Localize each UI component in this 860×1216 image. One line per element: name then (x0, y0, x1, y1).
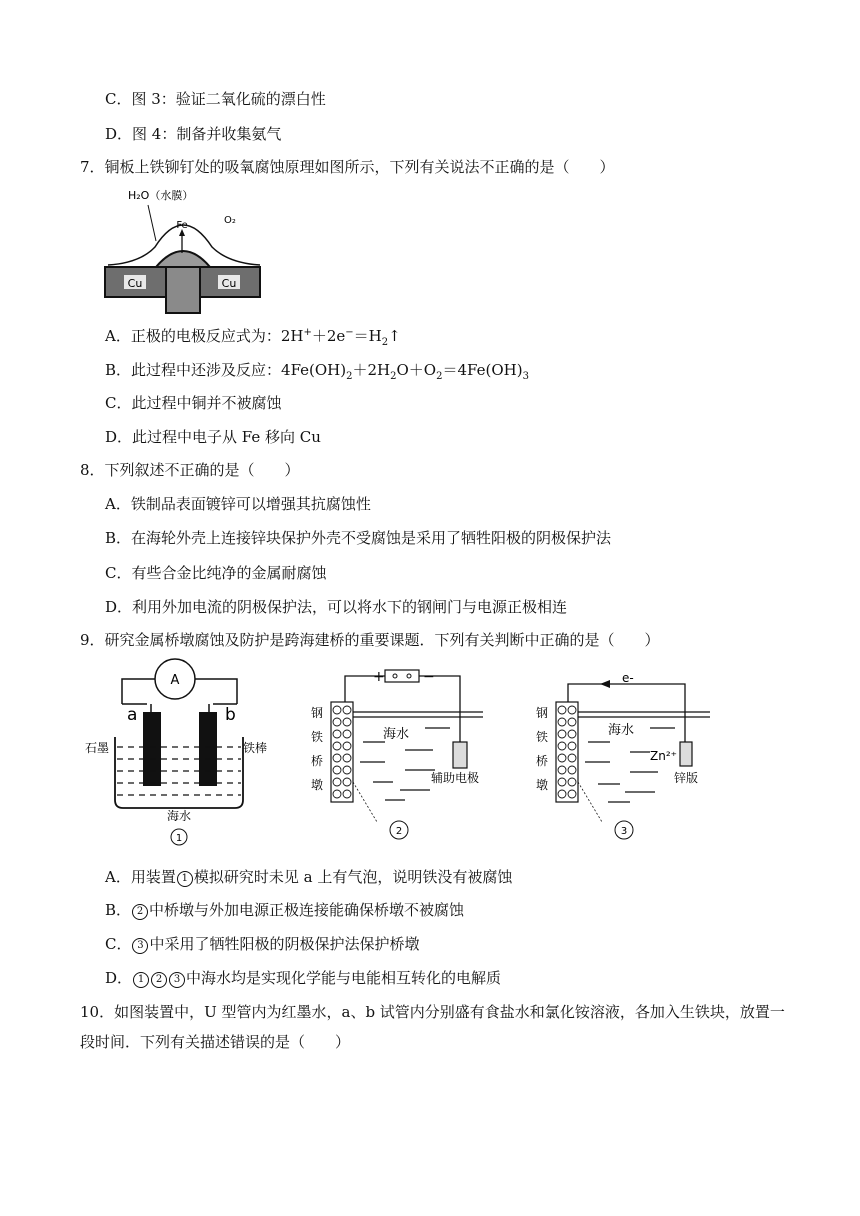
pier-char-3: 桥 (311, 754, 324, 768)
pier-char-3: 桥 (536, 754, 549, 768)
pier-char-4: 墩 (536, 778, 549, 792)
q8-option-a: A．铁制品表面镀锌可以增强其抗腐蚀性 (105, 495, 371, 513)
ammeter-label: A (170, 673, 180, 688)
q6-option-d: D．图 4：制备并收集氨气 (105, 125, 282, 143)
q9-figure-1 (85, 662, 268, 847)
q9-option-d: D． 1 2 3 中海水均是实现化学能与电能相互转化的电解质 (105, 969, 502, 987)
q8-stem: 8．下列叙述不正确的是（ ） (80, 461, 300, 479)
q9-stem: 9．研究金属桥墩腐蚀及防护是跨海建桥的重要课题．下列有关判断中正确的是（ ） (80, 631, 660, 649)
q7-stem: 7．铜板上铁铆钉处的吸氧腐蚀原理如图所示，下列有关说法不正确的是（ ） (80, 158, 615, 176)
plus-sign: + (373, 669, 385, 685)
q9-option-c: C． 3 中采用了牺牲阳极的阴极保护法保护桥墩 (105, 935, 420, 953)
q7-option-c: C．此过程中铜并不被腐蚀 (105, 394, 282, 412)
q8-option-d: D．利用外加电流的阴极保护法，可以将水下的钢闸门与电源正极相连 (105, 598, 568, 616)
figure-1-number: 1 (175, 833, 183, 844)
q10-stem-line-1: 10．如图装置中，U 型管内为红墨水，a、b 试管内分别盛有食盐水和氯化铵溶液，各加入生铁块，放置一 (80, 1003, 785, 1021)
electrode-b-label: b (225, 705, 236, 725)
figure-3-number: 3 (620, 826, 628, 837)
electron-label: e- (622, 671, 634, 685)
figure-2-number: 2 (395, 826, 403, 837)
q7-option-b: B．此过程中还涉及反应：$4Fe(OH)_2+2H_2O+O_2=4Fe(OH)_3$ (105, 361, 529, 382)
iron-rod-label: 铁棒 (243, 741, 268, 755)
seawater-label: 海水 (383, 727, 410, 742)
auxiliary-electrode-label: 辅助电极 (431, 771, 480, 785)
fe-label: Fe (176, 220, 188, 231)
minus-sign: − (423, 669, 435, 685)
cu-right-label: Cu (221, 277, 237, 290)
electrode-a-label: a (127, 705, 138, 725)
q8-option-c: C．有些合金比纯净的金属耐腐蚀 (105, 564, 327, 582)
pier-char-4: 墩 (311, 778, 324, 792)
pier-char-2: 铁 (536, 730, 549, 744)
q8-option-b: B．在海轮外壳上连接锌块保护外壳不受腐蚀是采用了牺牲阳极的阴极保护法 (105, 529, 612, 547)
q9-option-b: B． 2 中桥墩与外加电源正极连接能确保桥墩不被腐蚀 (105, 901, 465, 919)
q9-option-a: A．用装置 1 模拟研究时未见 a 上有气泡，说明铁没有被腐蚀 (105, 868, 513, 886)
zinc-ion-label: Zn²⁺ (650, 749, 677, 763)
zinc-plate-label: 锌版 (674, 771, 699, 785)
seawater-label: 海水 (166, 809, 192, 823)
q9-figure-2 (305, 662, 490, 847)
cu-left-label: Cu (127, 277, 143, 290)
seawater-label: 海水 (608, 723, 635, 738)
q9-figure-3 (530, 662, 715, 847)
o2-label: O₂ (224, 215, 236, 226)
q7-option-a: A．正极的电极反应式为：$2H^++2e^-=H_2↑$ (105, 327, 401, 348)
q7-option-d: D．此过程中电子从 Fe 移向 Cu (105, 428, 321, 446)
q6-option-c: C．图 3：验证二氧化硫的漂白性 (105, 90, 326, 108)
q10-stem-line-2: 段时间．下列有关描述错误的是（ ） (80, 1033, 351, 1051)
q7-rivet-figure (100, 183, 265, 315)
water-film-label: H₂O（水膜） (128, 189, 194, 202)
pier-char-1: 钢 (311, 706, 324, 720)
pier-char-1: 钢 (536, 706, 549, 720)
graphite-label: 石墨 (85, 741, 110, 755)
pier-char-2: 铁 (311, 730, 324, 744)
